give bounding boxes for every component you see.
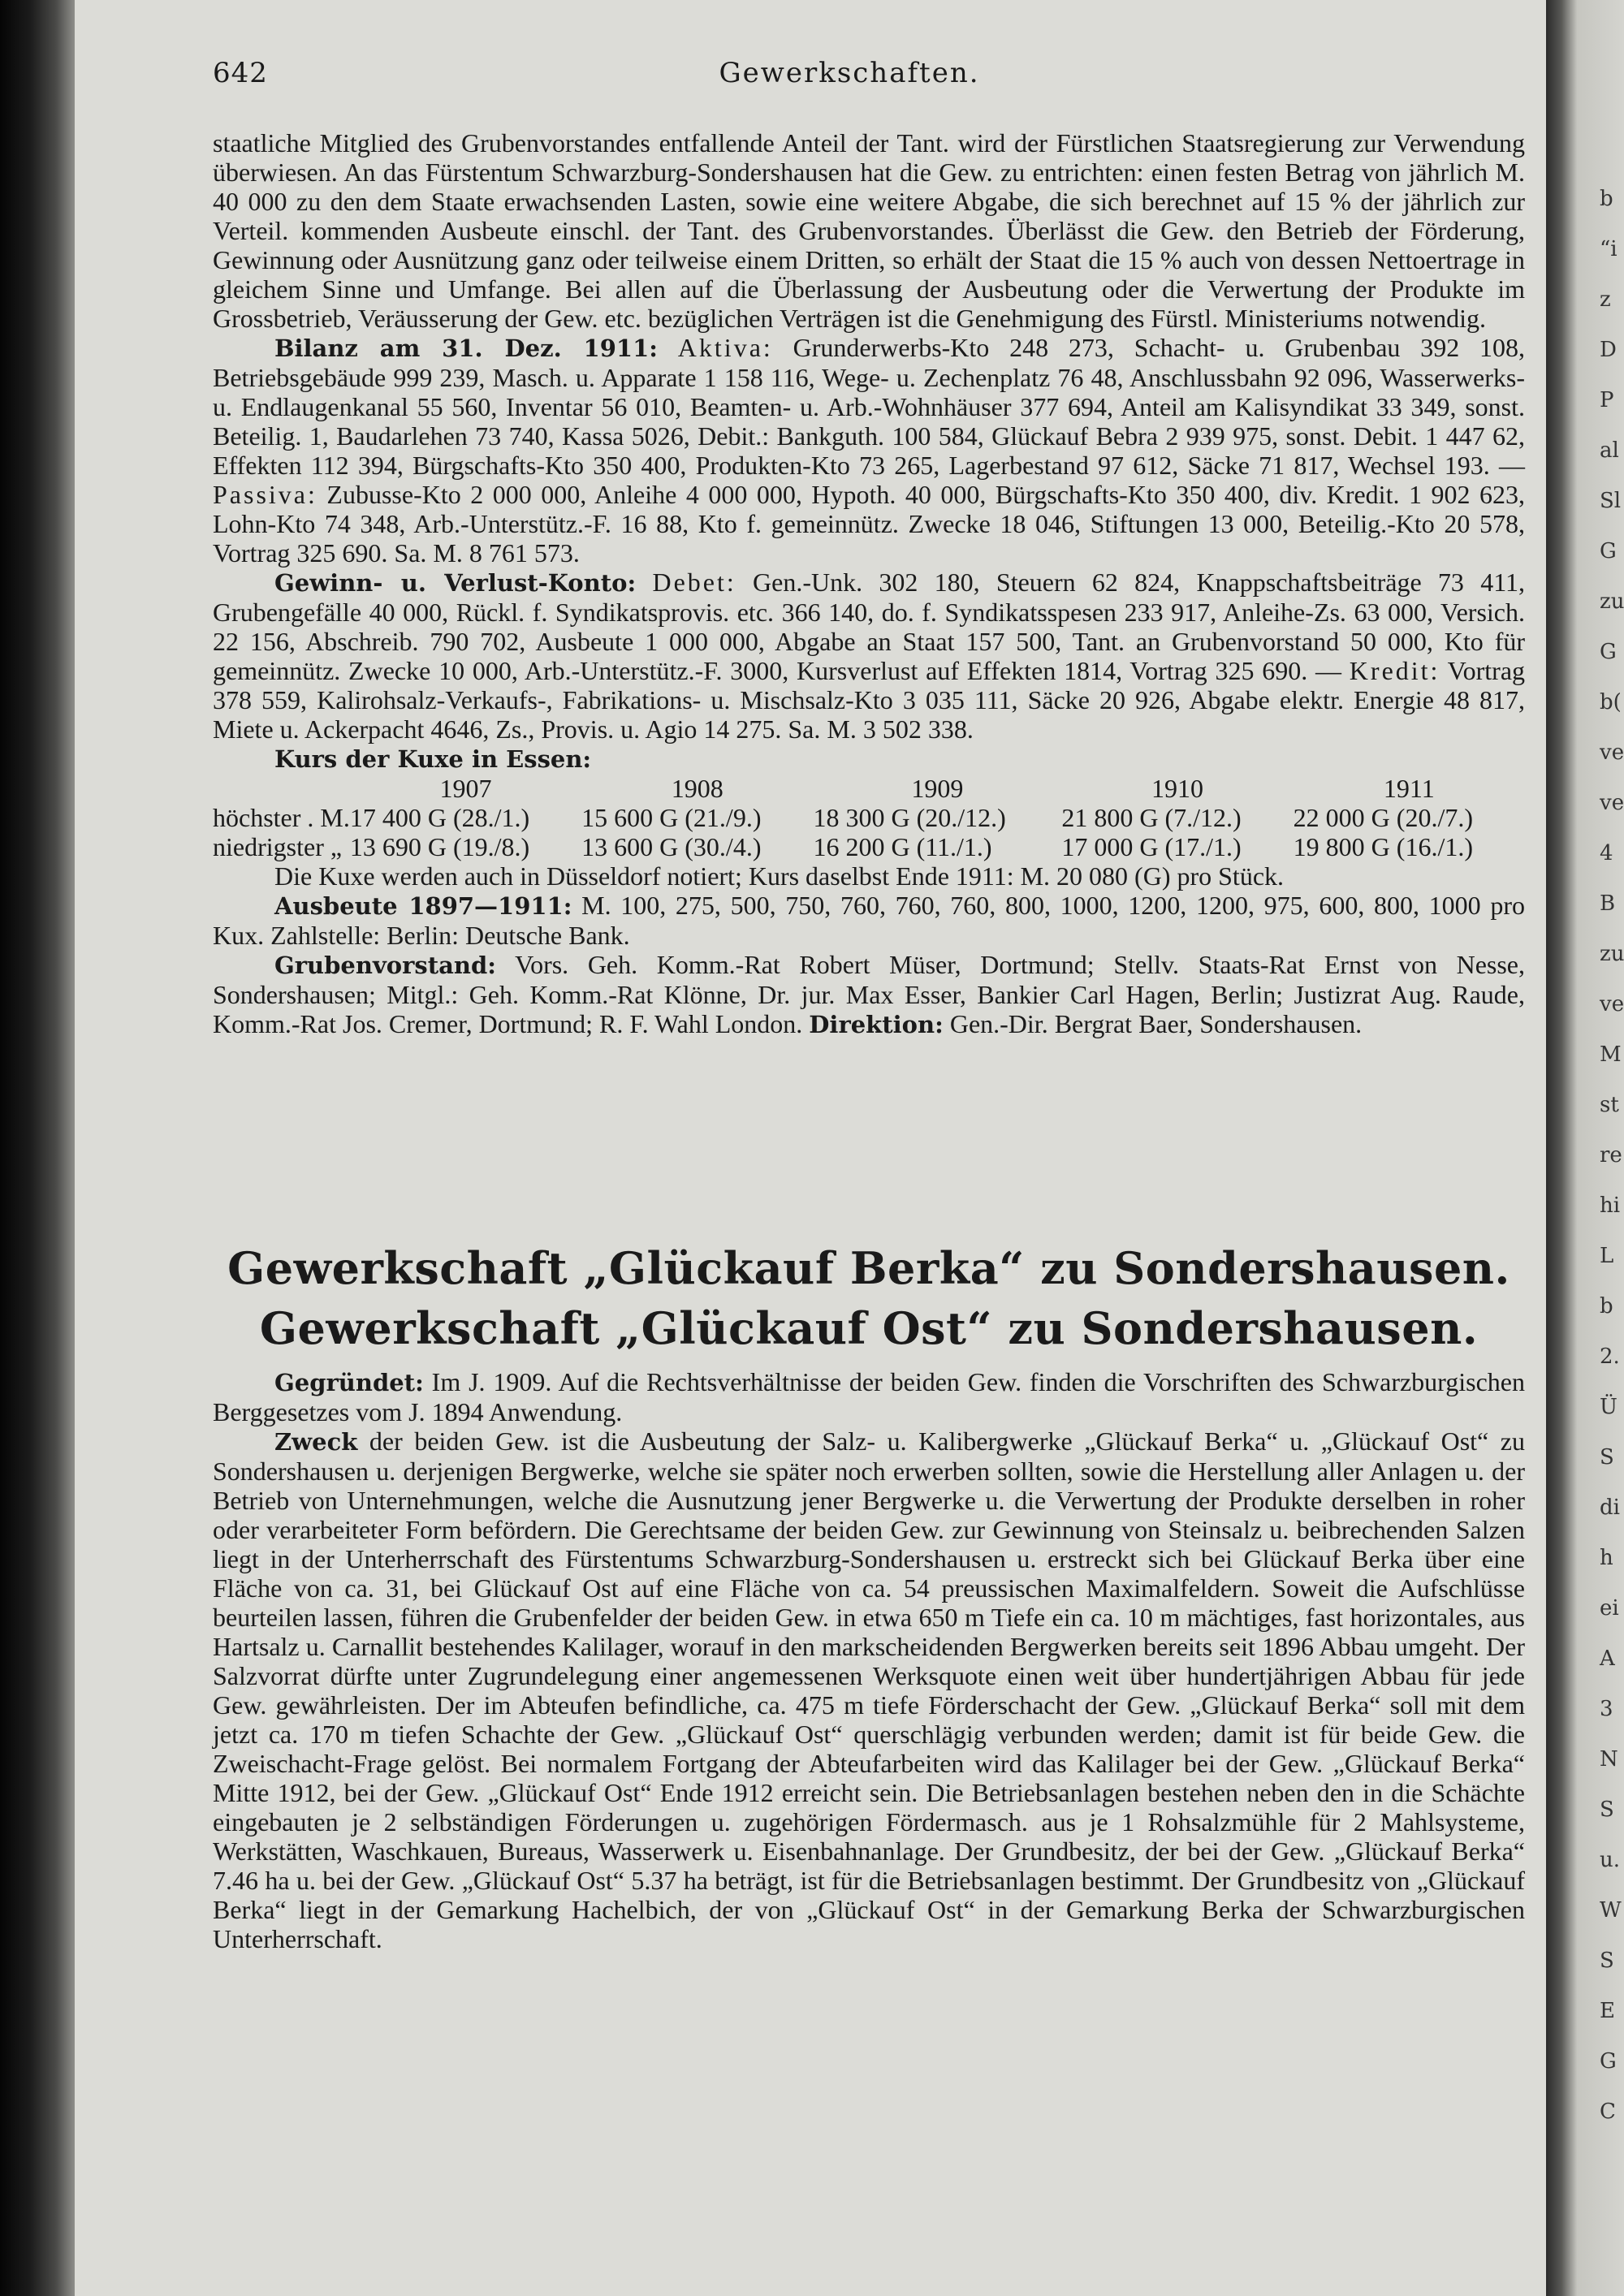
ausbeute-text: M. 100, 275, 500, 750, 760, 760, 760, 800, 1000, 1200, 1200, 975, 600, 800, 1000 pro Kux. Zahlstelle: Berlin: Deutsche Bank.: [213, 891, 1525, 950]
facing-page-fragment: S: [1600, 1798, 1614, 1822]
guv-label: Gewinn- u. Verlust-Konto:: [274, 569, 637, 597]
facing-page-fragment: z: [1600, 287, 1611, 312]
page-number: 642: [213, 57, 268, 89]
running-title: Gewerkschaften.: [719, 57, 980, 89]
debet-label: Debet:: [652, 568, 736, 597]
direktion-text: Gen.-Dir. Bergrat Baer, Sondershausen.: [949, 1009, 1363, 1038]
kurs-cell: 19 800 G (16./1.): [1293, 832, 1473, 861]
facing-page-fragment: b(: [1600, 690, 1622, 714]
facing-page-fragment: A: [1600, 1646, 1615, 1671]
book-binding: [0, 0, 75, 2296]
facing-page-fragment: di: [1600, 1495, 1620, 1520]
zweck-text: der beiden Gew. ist die Ausbeutung der Salz- u. Kalibergwerke „Glückauf Berka“ u. „Glückauf Ost“ zu Sondershausen u. derjenigen Bergwerke, welche sie später noch erwerben sollten, sowie die Herstellung aller Anlagen u. der Betrieb von Unternehmungen, welche die Ausnutzung jener Bergwerke u. die Verwertung der Produkte derselben in roher oder verarbeiteter Form befördern. Die Gerechtsame der beiden Gew. zur Gewinnung von Steinsalz u. beibrechenden Salzen liegt in der Unterherrschaft des Fürstentums Schwarzburg-Sondershausen u. erstreckt sich bei Glückauf Berka über eine Fläche von ca. 31, bei Glückauf Ost auf eine Fläche von ca. 54 preussischen Maximalfeldern. Soweit die Aufschlüsse beurteilen lassen, führen die Grubenfelder der beiden Gew. in etwa 650 m Tiefe ein ca. 10 m mächtiges, fast horizontales, aus Hartsalz u. Carnallit bestehendes Kalilager, worauf in den markscheidenden Bergwerken bereits seit 1896 Abbau umgeht. Der Salzvorrat dürfte unter Zugrundelegung einer angemessenen Werksquote einen weit über hundertjährigen Abbau für jede Gew. gewährleisten. Der im Abteufen befindliche, ca. 475 m tiefe Förderschacht der Gew. „Glückauf Berka“ soll mit dem jetzt ca. 170 m tiefen Schachte der Gew. „Glückauf Ost“ querschlägig verbunden werden; damit ist für beide Gew. die Zweischacht-Frage gelöst. Bei normalem Fortgang der Abteufarbeiten wird das Kalilager bei der Gew. „Glückauf Berka“ Mitte 1912, bei der Gew. „Glückauf Ost“ Ende 1912 erreicht sein. Die Betriebsanlagen bestehen neben den in die Schächte eingebauten je 2 selbständigen Förderungen u. zugehörigen Fördermasch. aus je 1 Rohsalzmühle für 2 Mahlsysteme, Werkstätten, Waschkauen, Bureaus, Wasserwerk u. Eisenbahnanlage. Der Grundbesitz, der bei der Gew. „Glückauf Berka“ 7.46 ha u. bei der Gew. „Glückauf Ost“ 5.37 ha beträgt, ist für die Betriebsanlagen bestimmt. Der Grundbesitz von „Glückauf Berka“ liegt in der Gemarkung Hachelbich, der von „Glückauf Ost“ in der Gemarkung Berka der Schwarzburgischen Unterherrschaft.: [213, 1426, 1526, 1953]
facing-page-fragment: ve: [1600, 992, 1624, 1016]
passiva-label: Passiva:: [213, 480, 317, 509]
bilanz-label: Bilanz am 31. Dez. 1911:: [274, 334, 658, 362]
kurs-row-hoechster: [213, 803, 1525, 832]
facing-page-fragment: h: [1600, 1546, 1613, 1570]
facing-page-fragment: “i: [1600, 237, 1618, 261]
kurs-cell: 13 600 G (30./4.): [581, 832, 762, 861]
kurs-row-label: höchster: [213, 803, 301, 832]
kurs-cell: 21 800 G (7./12.): [1061, 803, 1242, 832]
direktion-label: Direktion:: [809, 1011, 944, 1038]
kurs-cell: 16 200 G (11./1.): [813, 832, 992, 861]
kurs-cell: 13 690 G (19./8.): [349, 832, 530, 861]
facing-page-fragment: G: [1600, 2049, 1617, 2074]
facing-page-fragment: ve: [1600, 791, 1624, 815]
facing-page-fragment: 2.: [1600, 1344, 1620, 1369]
facing-page-fragment: re: [1600, 1143, 1622, 1167]
facing-page-fragment: b: [1600, 187, 1613, 211]
facing-page-fragment: G: [1600, 640, 1617, 664]
kurs-row-niedrigster: [213, 832, 1525, 861]
facing-page-fragment: ve: [1600, 740, 1624, 765]
heading-berka: Gewerkschaft „Glückauf Berka“ zu Sondershausen.: [227, 1242, 1510, 1294]
zweck-label: Zweck: [274, 1428, 358, 1456]
facing-page-fragment: G: [1600, 539, 1617, 563]
aktiva-label: Aktiva:: [677, 333, 773, 362]
zweck-paragraph: [213, 1426, 1525, 1953]
facing-page-fragment: st: [1600, 1093, 1619, 1117]
facing-page-fragment: Ü: [1600, 1395, 1618, 1419]
facing-page-fragment: zu: [1600, 589, 1624, 614]
facing-page-fragment: L: [1600, 1244, 1614, 1268]
kurs-year: 1908: [671, 774, 723, 803]
vorstand-label: Grubenvorstand:: [274, 952, 496, 979]
kurs-cell: 15 600 G (21./9.): [581, 803, 762, 832]
kurs-cell: 18 300 G (20./12.): [813, 803, 1006, 832]
facing-page-fragment: 3: [1600, 1697, 1613, 1721]
facing-page-fragment: S: [1600, 1445, 1614, 1470]
aktiva-text: Grunderwerbs-Kto 248 273, Schacht- u. Grubenbau 392 108, Betriebsgebäude 999 239, Masch. u. Apparate 1 158 116, Wege- u. Zechenplatz 76 48, Anschlussbahn 92 096, Wasserwerks- u. Endlaugenkanal 55 560, Inventar 56 010, Beamten- u. Arb.-Wohnhäuser 377 694, Anteil am Kalisyndikat 33 349, sonst. Beteilig. 1, Baudarlehen 73 740, Kassa 5026, Debit.: Bankguth. 100 584, Glückauf Bebra 2 939 975, sonst. Debit. 1 447 62, Effekten 112 394, Bürgschafts-Kto 350 400, Produkten-Kto 73 265, Lagerbestand 97 612, Säcke 71 817, Wechsel 193. —: [213, 333, 1526, 480]
vorstand-text: Vors. Geh. Komm.-Rat Robert Müser, Dortmund; Stellv. Staats-Rat Ernst von Nesse, Sondershausen; Mitgl.: Geh. Komm.-Rat Klönne, Dr. jur. Max Esser, Bankier Carl Hagen, Berlin; Justizrat Aug. Raude, Komm.-Rat Jos. Cremer, Dortmund; R. F. Wahl London.: [213, 950, 1526, 1038]
kurs-cell: 22 000 G (20./7.): [1293, 803, 1473, 832]
facing-page-fragment: E: [1600, 1999, 1615, 2023]
kurs-row-prefix: „: [330, 832, 343, 861]
gegruendet-paragraph: [213, 1367, 1525, 1426]
facing-page-fragment: M: [1600, 1042, 1622, 1067]
guv-paragraph: [213, 568, 1525, 744]
intro-paragraph: staatliche Mitglied des Grubenvorstandes entfallende Anteil der Tant. wird der Fürstlichen Staatsregierung zur Verwendung überwiesen. An das Fürstentum Schwarzburg-Sondershausen hat die Gew. zu entrichten: einen festen Betrag von jährlich M. 40 000 zu den dem Staate erwachsenden Lasten, sowie eine weitere Abgabe, die sich berechnet auf 15 % der jährlich zur Verteil. kommenden Ausbeute einschl. der Tant. des Grubenvorstandes. Überlässt die Gew. den Betrieb der Förderung, Gewinnung oder Ausnützung ganz oder teilweise einem Dritten, so erhält der Staat die 15 % auch von dessen Nettoertrage in gleichem Sinne und Umfange. Bei allen auf die Überlassung der Ausbeutung oder die Verwertung der Produkte im Grossbetrieb, Veräusserung der Gew. etc. bezüglichen Verträgen ist die Genehmigung des Fürstl. Ministeriums notwendig.: [213, 128, 1525, 333]
kurs-year: 1910: [1151, 774, 1204, 803]
facing-page-fragment: ei: [1600, 1596, 1619, 1621]
facing-page-fragment: C: [1600, 2100, 1616, 2124]
kurs-table: [213, 774, 1525, 861]
facing-page-fragment: b: [1600, 1294, 1613, 1318]
kredit-label: Kredit:: [1349, 656, 1440, 685]
kurs-year: 1909: [911, 774, 964, 803]
facing-page-fragment: N: [1600, 1747, 1618, 1772]
facing-page-fragment: u.: [1600, 1848, 1621, 1872]
facing-page-fragment: P: [1600, 388, 1614, 412]
kurs-label: Kurs der Kuxe in Essen:: [274, 745, 592, 773]
heading-ost: Gewerkschaft „Glückauf Ost“ zu Sondershausen.: [259, 1302, 1479, 1354]
kurs-year-row: [213, 774, 1525, 803]
kurs-year: 1907: [439, 774, 492, 803]
kredit-text: Vortrag 378 559, Kalirohsalz-Verkaufs-, Fabrikations- u. Mischsalz-Kto 3 035 111, Säcke 20 926, Abgabe elektr. Energie 48 817, Miete u. Ackerpacht 4646, Zs., Provis. u. Agio 14 275. Sa. M. 3 502 338.: [213, 656, 1526, 744]
facing-page-fragment: B: [1600, 891, 1616, 916]
kurs-note: Die Kuxe werden auch in Düsseldorf notiert; Kurs daselbst Ende 1911: M. 20 080 (G) pro Stück.: [274, 861, 1285, 891]
gegruendet-text: Im J. 1909. Auf die Rechtsverhältnisse der beiden Gew. finden die Vorschriften des Schwarzburgischen Berggesetzes vom J. 1894 Anwendung.: [213, 1367, 1526, 1426]
kurs-row-label: niedrigster: [213, 832, 324, 861]
upper-text-block: [213, 128, 1525, 1039]
kurs-row-prefix: . M.: [307, 803, 350, 832]
facing-page-fragment: zu: [1600, 942, 1624, 966]
kurs-cell: 17 000 G (17./1.): [1061, 832, 1242, 861]
running-head: [213, 57, 1486, 93]
kurs-heading: [213, 744, 1525, 774]
facing-page-fragment: 4: [1600, 841, 1613, 865]
gegruendet-label: Gegründet:: [274, 1369, 424, 1396]
lower-text-block: [213, 1367, 1525, 1953]
facing-page-fragment: D: [1600, 338, 1617, 362]
section-heading: [213, 1238, 1525, 1358]
kurs-year: 1911: [1383, 774, 1435, 803]
ausbeute-paragraph: [213, 891, 1525, 950]
vorstand-paragraph: [213, 950, 1525, 1039]
facing-page-fragment: W: [1600, 1898, 1622, 1923]
facing-page-fragment: S: [1600, 1949, 1614, 1973]
facing-page-fragment: hi: [1600, 1193, 1621, 1218]
facing-page-fragment: Sl: [1600, 489, 1622, 513]
passiva-text: Zubusse-Kto 2 000 000, Anleihe 4 000 000, Hypoth. 40 000, Bürgschafts-Kto 350 400, div. Kredit. 1 902 623, Lohn-Kto 74 348, Arb.-Unterstütz.-F. 16 88, Kto f. gemeinnütz. Zwecke 18 046, Stiftungen 13 000, Beteilig.-Kto 20 578, Vortrag 325 690. Sa. M. 8 761 573.: [213, 480, 1526, 568]
bilanz-paragraph: [213, 333, 1525, 568]
debet-text: Gen.-Unk. 302 180, Steuern 62 824, Knappschaftsbeiträge 73 411, Grubengefälle 40 000, Rückl. f. Syndikatsprovis. etc. 366 140, do. f. Syndikatsspesen 233 917, Anleihe-Zs. 63 000, Versich. 22 156, Abschreib. 790 702, Ausbeute 1 000 000, Abgabe an Staat 157 500, Tant. an Grubenvorstand 50 000, Kto für gemeinnütz. Zwecke 10 000, Arb.-Unterstütz.-F. 3000, Kursverlust auf Effekten 1814, Vortrag 325 690. —: [213, 568, 1525, 685]
facing-page-fragment: al: [1600, 438, 1619, 463]
ausbeute-label: Ausbeute 1897—1911:: [274, 892, 572, 920]
kurs-cell: 17 400 G (28./1.): [349, 803, 530, 832]
